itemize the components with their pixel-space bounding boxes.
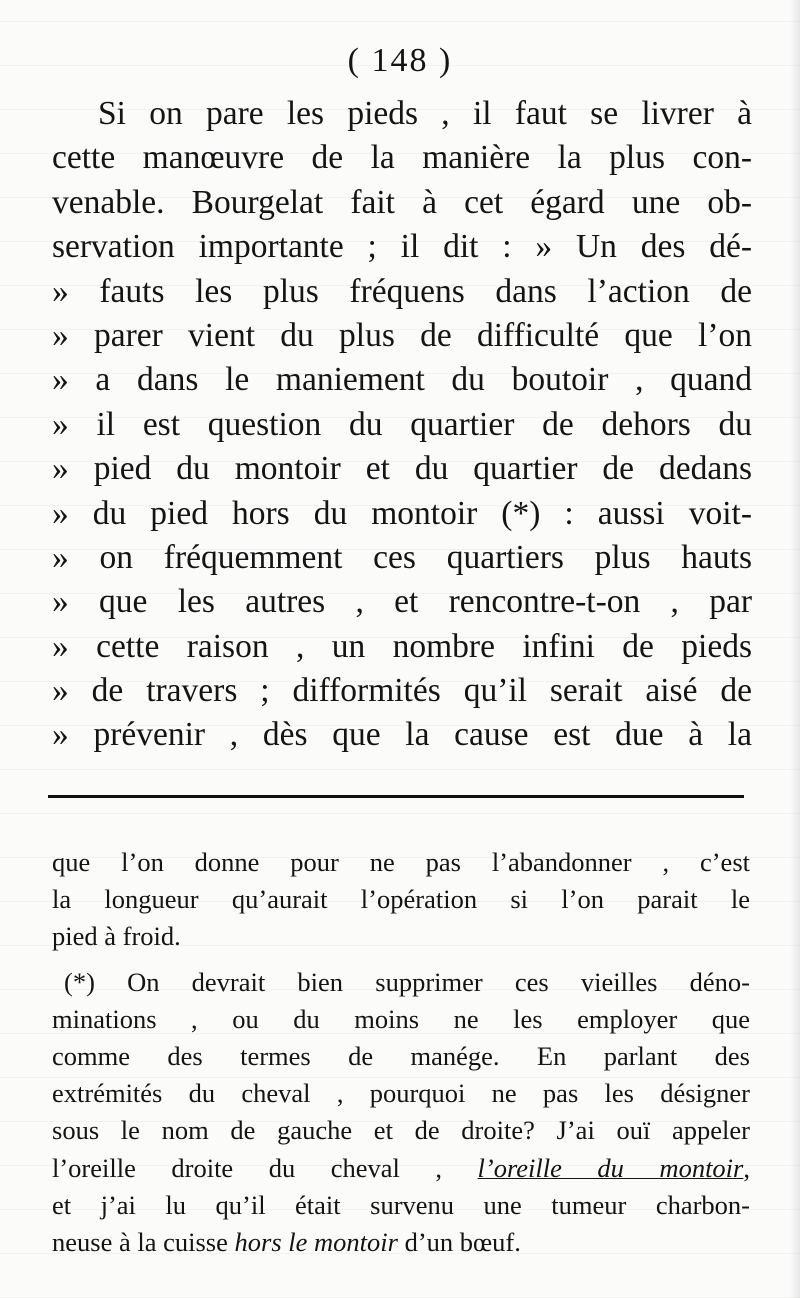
footnote-text: ,: [743, 1152, 750, 1183]
footnote-line: pied à froid.: [52, 921, 181, 952]
body-line: cette manœuvre de la manière la plus con-: [52, 139, 752, 177]
footnote-line: la longueur qu’aurait l’opération si l’on parait le: [52, 884, 750, 915]
footnote-star-line: sous le nom de gauche et de droite? J’ai ouï appeler: [52, 1115, 750, 1146]
body-line: » il est question du quartier de dehors du: [52, 405, 752, 443]
footnote-star-line: et j’ai lu qu’il était survenu une tumeur charbon-: [52, 1189, 750, 1220]
body-line: » cette raison , un nombre infini de pieds: [52, 627, 752, 665]
footnote-divider: [48, 795, 744, 798]
body-line: » que les autres , et rencontre-t-on , par: [52, 583, 752, 621]
footnote-gap: [52, 956, 750, 964]
footnote-star-line: minations , ou du moins ne les employer que: [52, 1003, 750, 1034]
footnote-star-line: (*) On devrait bien supprimer ces vieilles déno-: [64, 966, 750, 997]
main-body-text: [52, 92, 752, 758]
body-line: » du pied hors du montoir (*) : aussi voit-: [52, 494, 752, 532]
body-line: Si on pare les pieds , il faut se livrer à: [98, 95, 752, 132]
body-line: » prévenir , dès que la cause est due à la: [52, 716, 752, 754]
body-line: » on fréquemment ces quartiers plus hauts: [52, 538, 752, 576]
body-line: venable. Bourgelat fait à cet égard une ob-: [52, 183, 752, 221]
page-number: ( 148 ): [347, 42, 453, 79]
footnote-star-line: [52, 1150, 750, 1187]
body-line: » pied du montoir et du quartier de dedans: [52, 450, 752, 488]
body-line: » parer vient du plus de difficulté que l’on: [52, 316, 752, 354]
footnote-star-line: [52, 1224, 750, 1261]
body-line: » fauts les plus fréquens dans l’action de: [52, 272, 752, 310]
page-edge-shadow: [790, 0, 800, 1298]
footnotes: [52, 844, 750, 1261]
footnote-line: que l’on donne pour ne pas l’abandonner , c’est: [52, 847, 750, 877]
footnote-italic-text: l’oreille du montoir: [477, 1152, 744, 1183]
footnote-star-line: extrémités du cheval , pourquoi ne pas les désigner: [52, 1078, 750, 1109]
footnote-star-line: comme des termes de manége. En parlant des: [52, 1040, 750, 1071]
footnote-text: d’un bœuf.: [404, 1226, 521, 1257]
footnote-text: neuse à la cuisse: [52, 1226, 228, 1257]
body-line: servation importante ; il dit : » Un des dé-: [52, 228, 752, 266]
footnote-italic-text: hors le montoir: [234, 1226, 398, 1257]
body-line: » a dans le maniement du boutoir , quand: [52, 361, 752, 399]
footnote-text: l’oreille droite du cheval ,: [52, 1152, 443, 1183]
body-line: » de travers ; difformités qu’il serait aisé de: [52, 672, 752, 710]
